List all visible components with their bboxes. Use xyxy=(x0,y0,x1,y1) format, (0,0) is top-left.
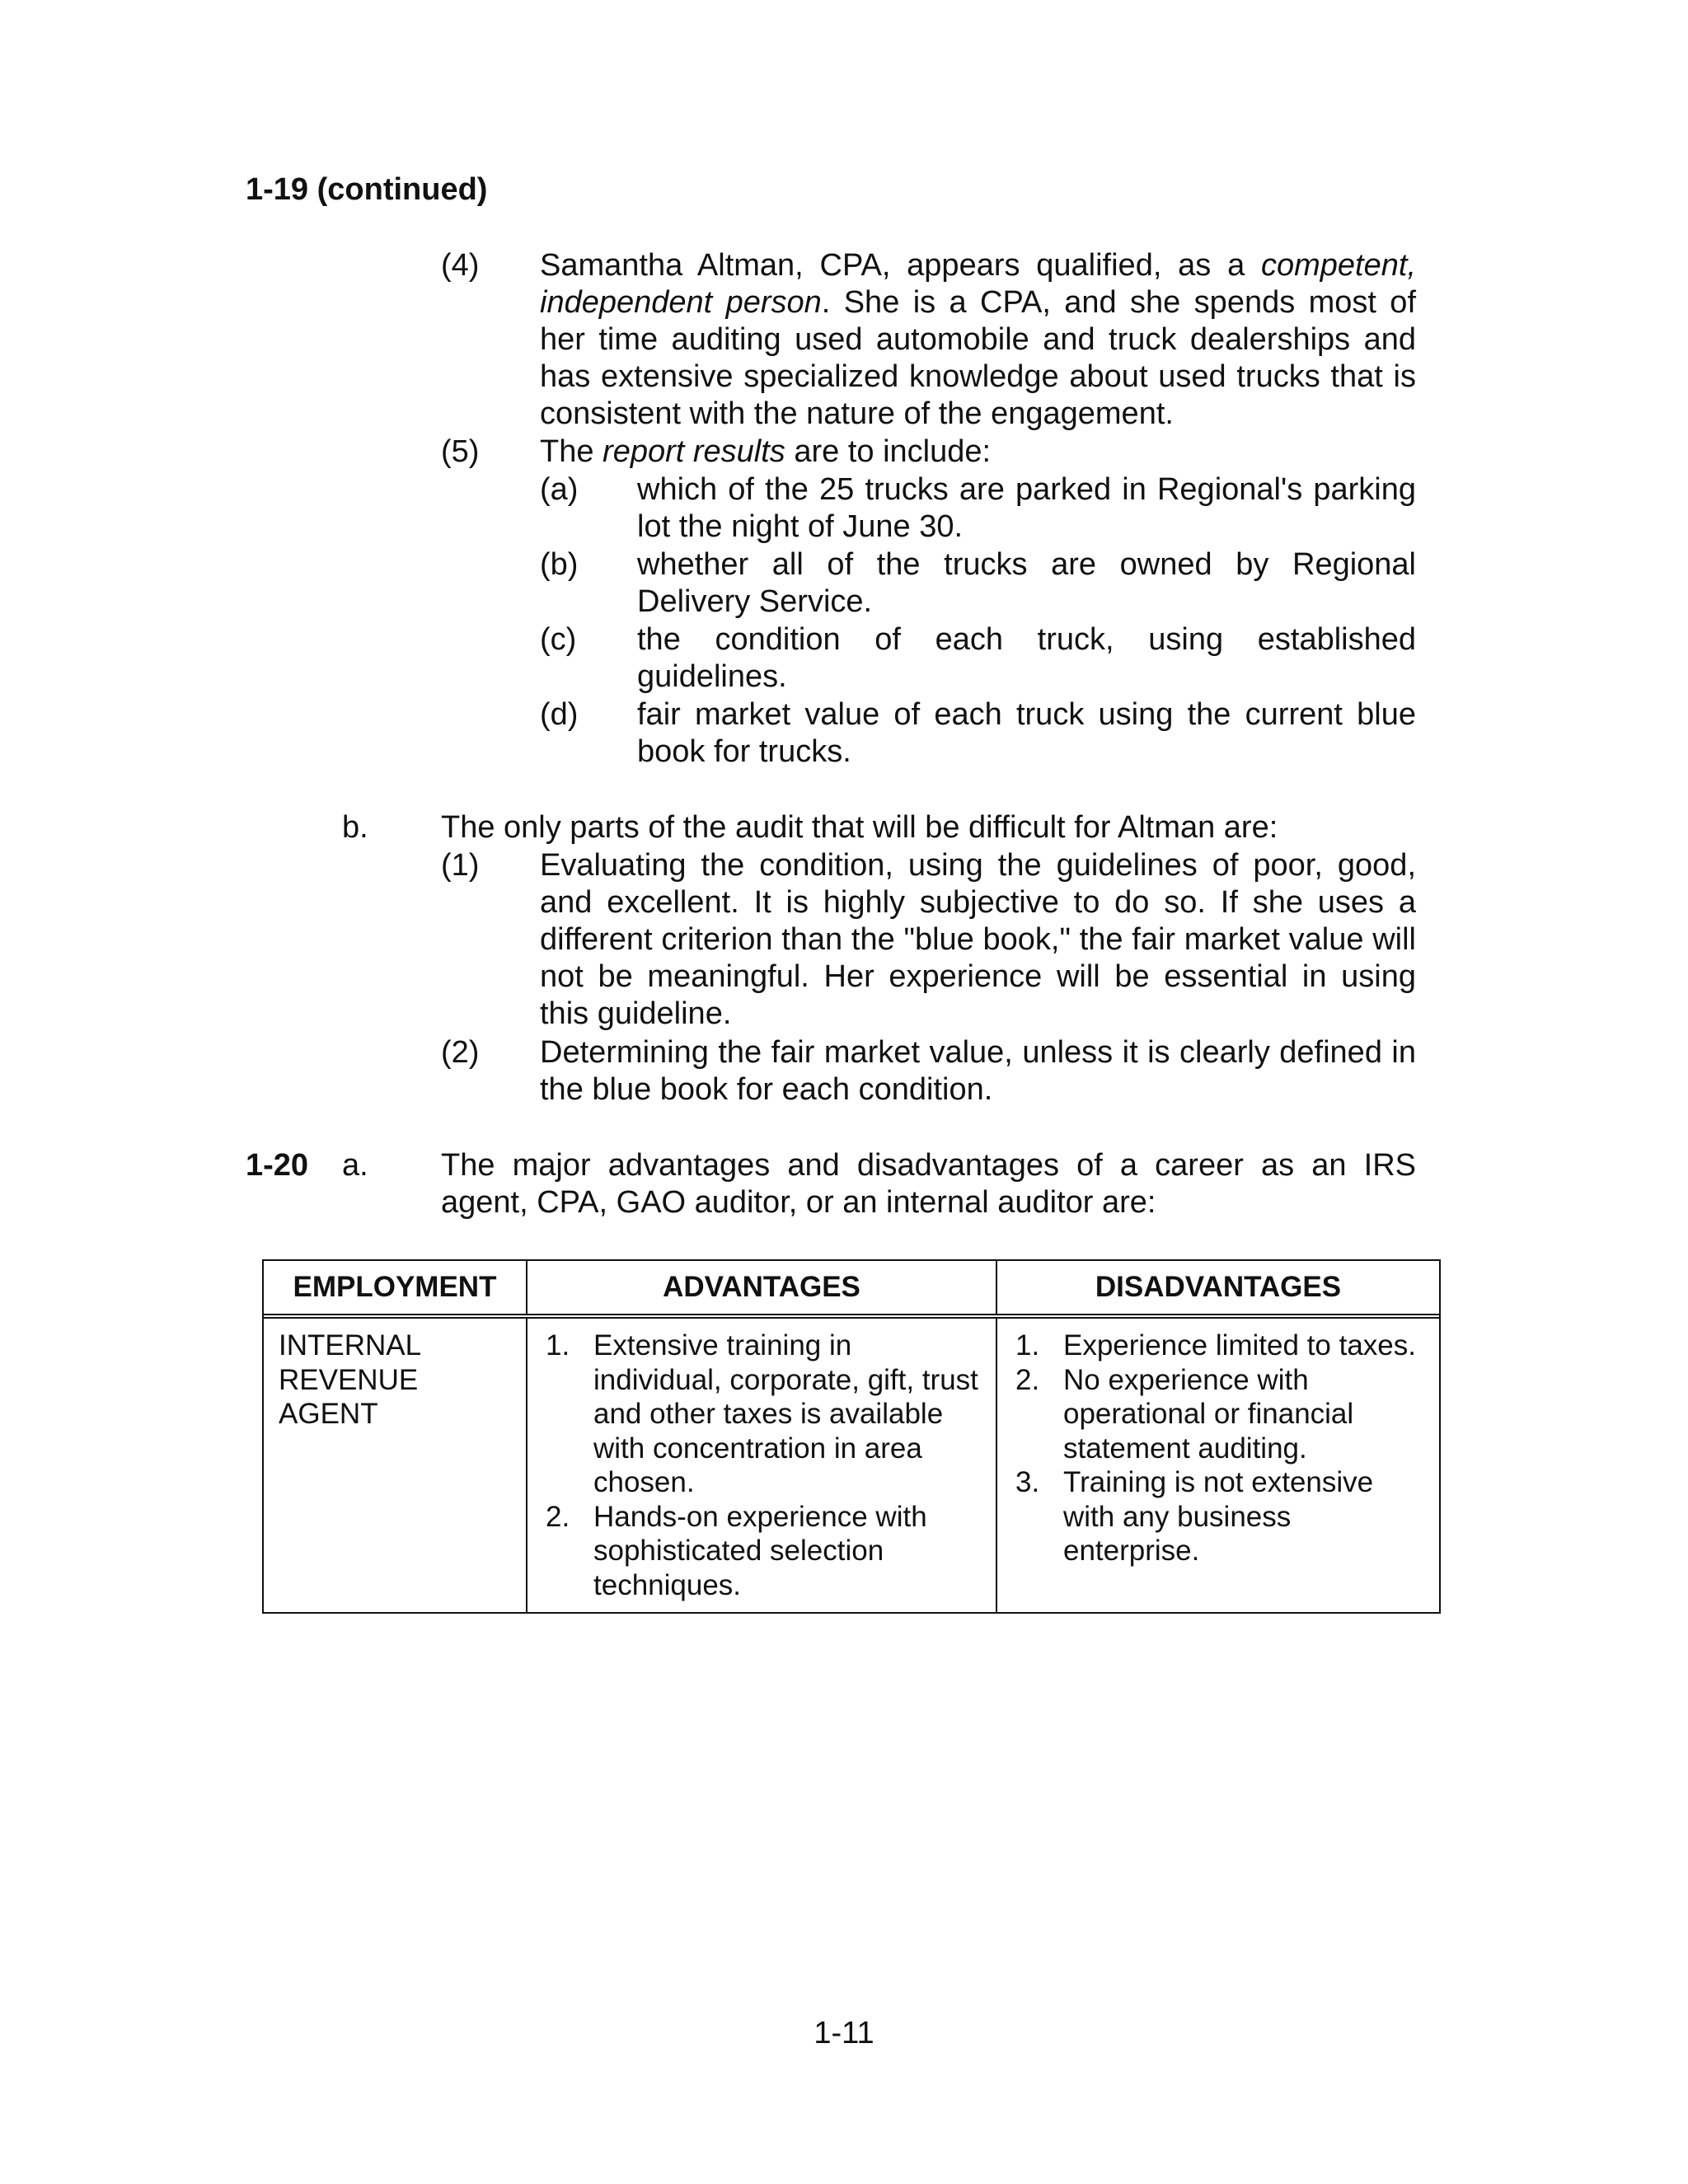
list-item-text: No experience with operational or financial statement auditing. xyxy=(1063,1363,1354,1465)
question-text: The major advantages and disadvantages of a career as an IRS agent, CPA, GAO auditor, or an internal auditor are: xyxy=(441,1148,1416,1220)
subitem-text: whether all of the trucks are owned by Regional Delivery Service. xyxy=(637,547,1416,619)
item-text-end: . She is a CPA, and she spends most of her time auditing used automobile and truck dealerships and has extensive specialized knowledge about used trucks that is consistent with the nature of the engagement. xyxy=(540,285,1416,431)
item-number: (2) xyxy=(441,1035,480,1070)
column-header-disadvantages: DISADVANTAGES xyxy=(1095,1271,1342,1303)
item-text-start: The xyxy=(540,434,603,469)
part-letter: a. xyxy=(342,1148,368,1183)
disadvantages-cell xyxy=(997,1319,1439,1612)
item-number: (5) xyxy=(441,434,480,469)
list-item xyxy=(542,1329,987,1500)
item-text-emphasis: report results xyxy=(603,434,785,469)
subitem-letter: (c) xyxy=(540,622,577,657)
list-item-number: 2. xyxy=(546,1500,570,1533)
subitem-letter: (b) xyxy=(540,547,579,582)
item-paragraph: Determining the fair market value, unless it is clearly defined in the blue book for each condition. xyxy=(540,1035,1416,1107)
item-paragraph xyxy=(540,434,1416,471)
employment-line: INTERNAL xyxy=(279,1329,422,1361)
list-item-text: Extensive training in individual, corporate, gift, trust and other taxes is available with concentration in area chosen. xyxy=(593,1329,978,1498)
item-text-end: are to include: xyxy=(785,434,992,469)
subitem-text: which of the 25 trucks are parked in Regional's parking lot the night of June 30. xyxy=(637,472,1416,544)
item-text-start: Samantha Altman, CPA, appears qualified, as a xyxy=(540,248,1261,283)
part-letter: b. xyxy=(342,810,368,845)
column-header-advantages: ADVANTAGES xyxy=(528,1261,997,1314)
item-paragraph: Evaluating the condition, using the guidelines of poor, good, and excellent. It is highly subjective to do so. If she uses a different criterion than the "blue book," the fair market value will not be meaningful. Her experience will be essential in using this guideline. xyxy=(540,848,1416,1031)
subitem-text: fair market value of each truck using the current blue book for trucks. xyxy=(637,697,1416,769)
employment-line: REVENUE xyxy=(279,1363,419,1396)
disadvantages-list xyxy=(1012,1329,1431,1568)
employment-line: AGENT xyxy=(279,1398,378,1430)
table-header-row xyxy=(264,1261,1439,1319)
part-intro: The only parts of the audit that will be difficult for Altman are: xyxy=(441,810,1278,845)
page-number: 1-11 xyxy=(814,2016,874,2050)
employment-table xyxy=(262,1259,1441,1614)
list-item-number: 1. xyxy=(1015,1329,1040,1361)
list-item-number: 3. xyxy=(1015,1466,1040,1498)
list-item-text: Hands-on experience with sophisticated selection techniques. xyxy=(593,1500,927,1601)
question-number: 1-20 xyxy=(246,1148,309,1183)
list-item xyxy=(542,1500,987,1603)
list-item-number: 1. xyxy=(546,1329,570,1361)
subitem-letter: (a) xyxy=(540,472,579,507)
item-text-emphasis: competent, independent person xyxy=(540,248,1416,320)
list-item-text: Training is not extensive with any business enterprise. xyxy=(1063,1466,1374,1567)
list-item xyxy=(1012,1363,1431,1466)
item-number: (4) xyxy=(441,248,480,283)
item-paragraph xyxy=(540,247,1416,433)
subitem-text: the condition of each truck, using established guidelines. xyxy=(637,622,1416,694)
column-header-employment: EMPLOYMENT xyxy=(264,1261,528,1314)
employment-cell xyxy=(264,1319,528,1612)
table-row xyxy=(264,1319,1439,1612)
list-item xyxy=(1012,1329,1431,1363)
item-number: (1) xyxy=(441,848,480,883)
list-item-number: 2. xyxy=(1015,1363,1040,1396)
list-item xyxy=(1012,1465,1431,1568)
advantages-list xyxy=(542,1329,987,1602)
subitem-letter: (d) xyxy=(540,697,579,732)
section-heading: 1-19 (continued) xyxy=(246,172,488,207)
list-item-text: Experience limited to taxes. xyxy=(1063,1329,1416,1361)
advantages-cell xyxy=(528,1319,997,1612)
